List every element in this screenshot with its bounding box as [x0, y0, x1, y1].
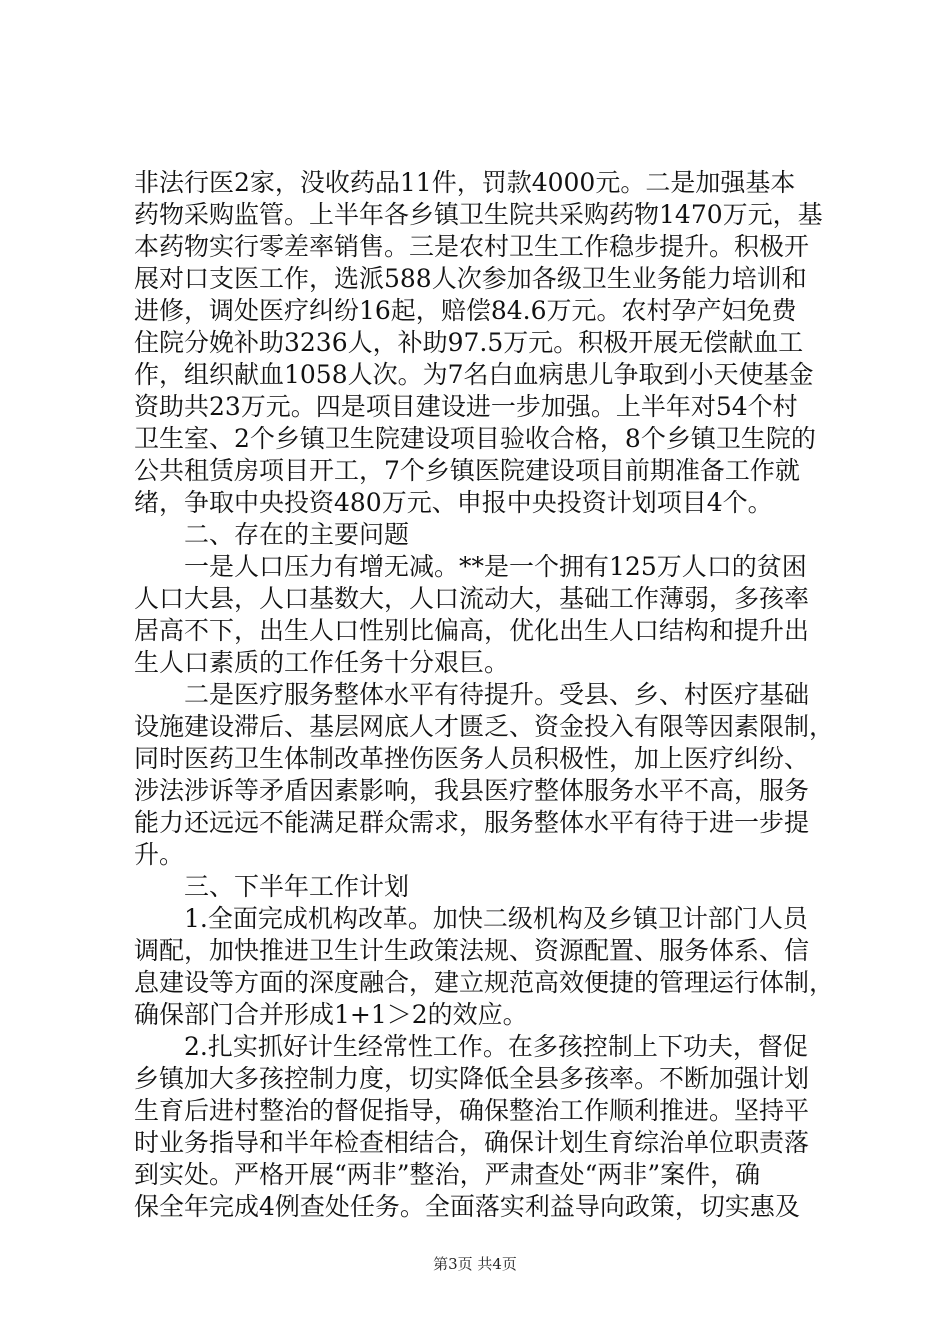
text-line: 绪，争取中央投资480万元、申报中央投资计划项目4个。 — [134, 488, 773, 517]
text-line: 居高不下，出生人口性别比偏高，优化出生人口结构和提升出 — [134, 616, 810, 645]
text-line: 到实处。严格开展“两非”整治，严肃查处“两非”案件，确 — [134, 1160, 761, 1189]
text-line: 非法行医2家，没收药品11件，罚款4000元。二是加强基本 — [134, 168, 796, 197]
page-number: 第3页 共4页 — [433, 1255, 517, 1273]
text-line: 保全年完成4例查处任务。全面落实利益导向政策，切实惠及 — [134, 1192, 800, 1221]
text-line: 资助共23万元。四是项目建设进一步加强。上半年对54个村 — [134, 392, 798, 421]
text-line: 公共租赁房项目开工，7个乡镇医院建设项目前期准备工作就 — [134, 456, 800, 485]
text-line: 乡镇加大多孩控制力度，切实降低全县多孩率。不断加强计划 — [134, 1064, 810, 1093]
text-line: 人口大县，人口基数大，人口流动大，基础工作薄弱，多孩率 — [134, 584, 810, 613]
text-line: 生育后进村整治的督促指导，确保整治工作顺利推进。坚持平 — [134, 1096, 810, 1125]
text-line: 升。 — [134, 840, 185, 869]
text-line: 进修，调处医疗纠纷16起，赔偿84.6万元。农村孕产妇免费 — [134, 296, 797, 325]
text-line: 作，组织献血1058人次。为7名白血病患儿争取到小天使基金 — [134, 360, 814, 389]
text-line: 卫生室、2个乡镇卫生院建设项目验收合格，8个乡镇卫生院的 — [134, 424, 816, 453]
text-line: 本药物实行零差率销售。三是农村卫生工作稳步提升。积极开 — [134, 232, 810, 261]
text-line: 时业务指导和半年检查相结合，确保计划生育综治单位职责落 — [134, 1128, 810, 1157]
text-line: 能力还远远不能满足群众需求，服务整体水平有待于进一步提 — [134, 808, 810, 837]
text-line: 同时医药卫生体制改革挫伤医务人员积极性，加上医疗纠纷、 — [134, 744, 810, 773]
text-line: 确保部门合并形成1+1＞2的效应。 — [134, 1000, 528, 1029]
text-line: 2.扎实抓好计生经常性工作。在多孩控制上下功夫，督促 — [184, 1032, 808, 1061]
section-heading: 二、存在的主要问题 — [184, 520, 410, 549]
text-line: 1.全面完成机构改革。加快二级机构及乡镇卫计部门人员 — [184, 904, 808, 933]
text-line: 涉法涉诉等矛盾因素影响，我县医疗整体服务水平不高，服务 — [134, 776, 810, 805]
text-line: 生人口素质的工作任务十分艰巨。 — [134, 648, 510, 677]
text-line: 二是医疗服务整体水平有待提升。受县、乡、村医疗基础 — [184, 680, 810, 709]
text-line: 息建设等方面的深度融合，建立规范高效便捷的管理运行体制， — [134, 968, 834, 997]
text-line: 展对口支医工作，选派588人次参加各级卫生业务能力培训和 — [134, 264, 807, 293]
text-line: 药物采购监管。上半年各乡镇卫生院共采购药物1470万元，基 — [134, 200, 823, 229]
section-heading: 三、下半年工作计划 — [184, 872, 410, 901]
document-body — [134, 167, 834, 1223]
text-line: 住院分娩补助3236人，补助97.5万元。积极开展无偿献血工 — [134, 328, 804, 357]
text-line: 一是人口压力有增无减。**是一个拥有125万人口的贫困 — [184, 552, 807, 581]
text-line: 调配，加快推进卫生计生政策法规、资源配置、服务体系、信 — [134, 936, 810, 965]
text-line: 设施建设滞后、基层网底人才匮乏、资金投入有限等因素限制， — [134, 712, 834, 741]
